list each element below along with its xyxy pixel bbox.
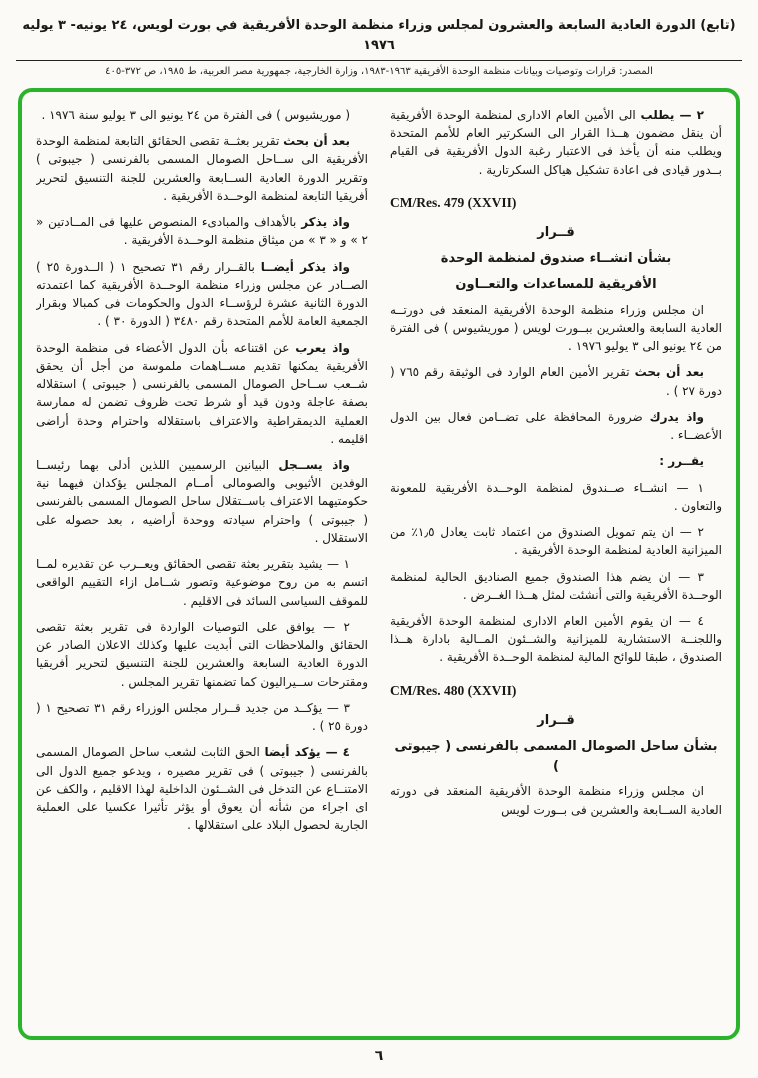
paragraph xyxy=(36,213,368,249)
numbered-item xyxy=(36,699,368,735)
paragraph-text: بالأهداف والمبادىء المنصوص عليها فى المــادتين « ٢ » و « ٣ » من ميثاق منظمة الوحــدة الأفريقية . xyxy=(36,215,368,248)
paragraph-text: بالقــرار رقم ٣١ تصحيح ١ ( الــدورة ٢٥ ) الصــادر عن مجلس وزراء منظمة الوحــدة الأفريقية كما اعتمدته الدورة الثانية عشرة لرؤســاء الدول والحكومات فى كمبالا وبقرار الجمعية العامة للأمم المتحدة رقم ٣٤٨٠ ( الدورة ٣٠ ) . xyxy=(36,259,368,329)
page-header xyxy=(0,0,758,79)
numbered-item xyxy=(390,479,722,515)
paragraph xyxy=(390,106,722,179)
green-frame xyxy=(18,88,740,1040)
section-heading: الأفريقية للمساعدات والتعــاون xyxy=(455,276,657,292)
header-title: (تابع) الدورة العادية السابعة والعشرون لمجلس وزراء منظمة الوحدة الأفريقية في بورت لويس، ٢٤ يونيه- ٣ يوليه ١٩٧٦ xyxy=(22,18,736,53)
paragraph-text: ٣ — يؤكــد من جديد قــرار مجلس الوزراء رقم ٣١ تصحيح ١ ( دورة ٢٥ ) . xyxy=(36,700,368,734)
numbered-item xyxy=(36,743,368,834)
paragraph-lead: واذ يذكر xyxy=(301,215,350,230)
section-heading: بشأن ساحل الصومال المسمى بالفرنسى ( جيبوتى ) xyxy=(394,738,718,774)
numbered-item xyxy=(390,568,722,604)
numbered-item xyxy=(390,523,722,559)
paragraph-text: ضرورة المحافظة على تضــامن فعال بين الدول الأعضــاء . xyxy=(390,409,722,443)
decree-word: يقــرر : xyxy=(659,454,704,469)
paragraph-text: ( موريشيوس ) فى الفترة من ٢٤ يونيو الى ٣ يوليو سنة ١٩٧٦ . xyxy=(41,108,350,122)
header-divider xyxy=(16,60,742,61)
paragraph-text: ٢ — يوافق على التوصيات الواردة فى تقرير بعثة تقصى الحقائق والملاحظات التى أبديت عليها وكذلك الاعلان الصادر عن الدورة العادية السابعة والعشرين للجنة التنسيق لتحرير أفريقيا ومقترحات ســيراليون كما تضمنها تقرير المجلس . xyxy=(36,619,368,689)
paragraph-text: ان مجلس وزراء منظمة الوحدة الأفريقية المنعقد فى دورته العادية الســابعة والعشرين فى بــورت لويس xyxy=(390,784,722,817)
two-column-layout xyxy=(36,106,722,1026)
paragraph-text: ٣ — ان يضم هذا الصندوق جميع الصناديق الحالية لمنظمة الوحــدة الأفريقية والتى أنشئت لمثل هــذا الغــرض . xyxy=(390,569,722,602)
section-heading: بشأن انشــاء صندوق لمنظمة الوحدة xyxy=(440,251,672,267)
paragraph-text: ٤ — ان يقوم الأمين العام الادارى لمنظمة الوحدة الأفريقية واللجنــة الاستشارية للميزانية والشــئون المــالية بادارة هــذا الصندوق ، طبقا للوائح المالية لمنظمة الوحــدة الأفريقية . xyxy=(390,613,722,665)
paragraph-text: البيانين الرسميين اللذين أدلى بهما رئيســا الوفدين الأثيوبى والصومالى أمــام المجلس يؤكدان فيهما نية حكومتيهما الاعتراف باســتقلال ساحل الصومال المسمى بالفرنسى ( جيبوتى ) واحترام سيادته ووحدة أراضيه ، بعد حصوله على الاستقلال . xyxy=(36,457,368,545)
paragraph-lead: ٢ — يطلب xyxy=(640,108,704,122)
numbered-item xyxy=(36,618,368,691)
paragraph xyxy=(390,782,722,818)
paragraph-text: الى الأمين العام الادارى لمنظمة الوحدة الأفريقية أن ينقل مضمون هــذا القرار الى السكرتير العام للأمم المتحدة ويطلب منه أن يأخذ فى الاعتبار رغبة الدول الأفريقية فى القيام بــدور قيادى فى اعادة تشكيل هياكل السكرتارية . xyxy=(390,108,722,177)
column-left xyxy=(36,106,368,1026)
paragraph-text: عن اقتناعه بأن الدول الأعضاء فى منظمة الوحدة الأفريقية يمكنها تقديم مســاهمات ملموسة من أجل أن يحقق شــعب ســاحل الصومال المسمى بالفرنسى ( جيبوتى ) استقلاله بصفة عاجلة ودون قيد أو شرط تحت ظروف تضمن له ممارسة العملية الديمقراطية والاعتراف باستقلاله واحترام وحدة أراضى اقليمه . xyxy=(36,340,368,446)
paragraph-text: ان مجلس وزراء منظمة الوحدة الأفريقية المنعقد فى دورتــه العادية السابعة والعشرين ببــورت لويس ( موريشيوس ) فى الفترة من ٢٤ يونيو الى ٣ يوليو ١٩٧٦ . xyxy=(390,302,722,354)
paragraph-lead: ٤ — يؤكد أيضا xyxy=(264,745,350,760)
paragraph xyxy=(36,106,368,124)
paragraph xyxy=(36,456,368,547)
column-right xyxy=(390,106,722,1026)
paragraph-lead: بعد أن بحث xyxy=(634,365,705,380)
paragraph-lead: واذ يســجل xyxy=(278,457,350,472)
paragraph xyxy=(390,301,722,356)
paragraph-text: ٢ — ان يتم تمويل الصندوق من اعتماد ثابت يعادل ١٫٥٪ من الميزانية العادية لمنظمة الوحدة الأفريقية . xyxy=(390,525,722,558)
header-source: المصدر: قرارات وتوصيات وبيانات منظمة الوحدة الأفريقية ١٩٦٣-١٩٨٣، وزارة الخارجية، جمهورية مصر العربية، ط ١٩٨٥، ص ٣٧٢-٤٠٥ xyxy=(105,66,653,77)
page-number: ٦ xyxy=(374,1048,384,1064)
paragraph-text: ١ — يشيد بتقرير بعثة تقصى الحقائق ويعــرب عن تقديره لمــا اتسم به من روح موضوعية وتصور شــامل ازاء التقييم الواقعى للموقف السياسى السائد فى الاقليم . xyxy=(36,557,368,608)
paragraph-lead: بعد أن بحث xyxy=(283,134,350,149)
resolution-title: قــرار xyxy=(537,713,575,729)
paragraph-lead: واذ يدرك xyxy=(649,409,704,424)
numbered-item xyxy=(36,555,368,610)
paragraph-lead: واذ يذكر أيضــا xyxy=(260,259,351,274)
paragraph xyxy=(390,363,722,399)
paragraph xyxy=(390,408,722,444)
resolution-title: قــرار xyxy=(537,225,575,241)
resolution-ref: CM/Res. 480 (XXVII) xyxy=(390,682,517,698)
numbered-item xyxy=(390,612,722,667)
paragraph xyxy=(36,258,368,331)
paragraph-text: تقرير الأمين العام الوارد فى الوثيقة رقم ٧٦٥ ( دورة ٢٧ ) . xyxy=(390,365,722,398)
resolution-ref: CM/Res. 479 (XXVII) xyxy=(390,194,517,210)
paragraph-text: الحق الثابت لشعب ساحل الصومال المسمى بالفرنسى ( جيبوتى ) فى تقرير مصيره ، ويدعو جميع الدول الى الامتنــاع عن التدخل فى الشــئون الداخلية لهذا الاقليم ، والكف عن اى اجراء من شأنه أن يعوق أو يؤثر تأثيرا عكسيا على العملية الجارية لحصول البلاد على استقلالها . xyxy=(36,745,368,833)
paragraph-text: تقرير بعثــة تقصى الحقائق التابعة لمنظمة الوحدة الأفريقية الى ســاحل الصومال المسمى بالفرنسى ( جيبوتى ) وتقرير الدورة العادية الســابعة والعشرين للجنة التنسيق لتحرير أفريقيا التابعة لمنظمة الوحــدة الأفريقية . xyxy=(36,134,368,203)
paragraph-text: ١ — انشــاء صــندوق لمنظمة الوحــدة الأفريقية للمعونة والتعاون . xyxy=(390,480,722,513)
paragraph xyxy=(36,132,368,205)
paragraph xyxy=(36,339,368,448)
paragraph-lead: واذ يعرب xyxy=(295,340,350,355)
